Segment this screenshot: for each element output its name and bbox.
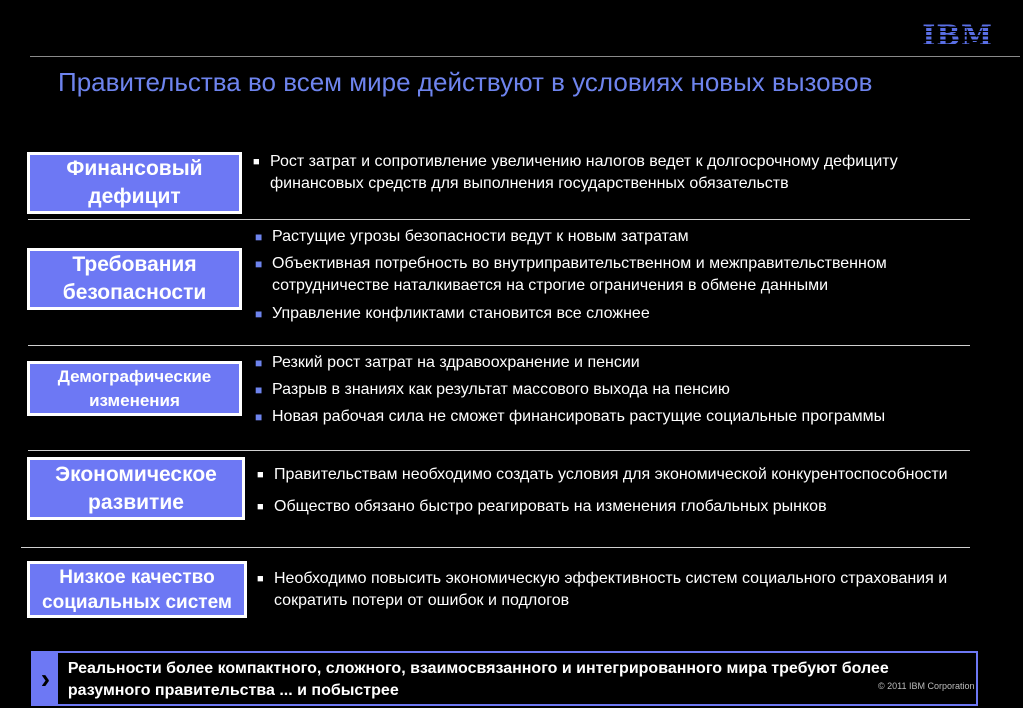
- square-bullet-icon: ■: [253, 156, 260, 168]
- bullet-text: Общество обязано быстро реагировать на изменения глобальных рынков: [274, 498, 827, 515]
- label-line: социальных систем: [42, 591, 232, 613]
- square-bullet-icon: ■: [255, 230, 263, 244]
- label-financial-deficit: [27, 152, 242, 214]
- square-bullet-icon: ■: [257, 501, 264, 513]
- square-bullet-icon: ■: [255, 257, 263, 271]
- list-item: [254, 303, 984, 325]
- header-divider: [30, 56, 1020, 57]
- row-divider: [28, 450, 970, 451]
- bullet-text: Необходимо повысить экономическую эффективность систем социального страхования и сократить потери от ошибок и подлогов: [274, 570, 948, 609]
- label-economic-development: [27, 457, 245, 520]
- label-line: Низкое качество: [59, 566, 215, 588]
- label-line: безопасности: [62, 281, 207, 304]
- list-item: [254, 406, 994, 428]
- list-item: [256, 568, 956, 612]
- bullet-text: Объективная потребность во внутриправительственном и межправительственном сотрудничестве наталкивается на строгие ограничения в обмене данными: [272, 255, 887, 294]
- label-line: Требования: [72, 253, 197, 276]
- row-divider: [28, 219, 970, 220]
- list-item: [254, 352, 994, 374]
- bullets-demographic-changes: [254, 352, 994, 428]
- bullet-text: Новая рабочая сила не сможет финансировать растущие социальные программы: [272, 408, 886, 425]
- bullet-text: Разрыв в знаниях как результат массового выхода на пенсию: [272, 381, 730, 398]
- list-item: [254, 226, 984, 248]
- label-low-quality-social-systems: [27, 561, 247, 618]
- label-demographic-changes: [27, 361, 242, 416]
- square-bullet-icon: ■: [255, 307, 263, 321]
- label-line: Финансовый: [66, 157, 203, 180]
- slide-title: Правительства во всем мире действуют в условиях новых вызовов: [58, 67, 873, 97]
- copyright: © 2011 IBM Corporation: [878, 681, 975, 691]
- label-line: Демографические: [57, 366, 212, 386]
- list-item: [252, 151, 982, 195]
- label-line: развитие: [88, 490, 184, 514]
- bullets-financial-deficit: [252, 151, 982, 195]
- label-line: изменения: [89, 390, 180, 410]
- square-bullet-icon: ■: [255, 356, 263, 370]
- bullet-text: Растущие угрозы безопасности ведут к новым затратам: [272, 228, 689, 245]
- bullet-text: Правительствам необходимо создать условия для экономической конкурентоспособности: [274, 466, 948, 483]
- conclusion-text: Реальности более компактного, сложного, взаимосвязанного и интегрированного мира требуют более разумного правительства ... и побыстрее: [67, 660, 889, 699]
- label-line: дефицит: [88, 185, 181, 208]
- list-item: [254, 379, 994, 401]
- ibm-logo: IBM: [922, 19, 993, 52]
- square-bullet-icon: ■: [257, 469, 264, 481]
- bullets-economic-development: [256, 464, 956, 518]
- square-bullet-icon: ■: [255, 383, 263, 397]
- list-item: [254, 253, 984, 297]
- chevron-right-icon: ›: [33, 653, 58, 704]
- label-line: Экономическое: [55, 462, 217, 486]
- bullets-low-quality-social-systems: [256, 568, 956, 612]
- bullet-text: Рост затрат и сопротивление увеличению налогов ведет к долгосрочному дефициту финансовых средств для выполнения государственных обязательств: [270, 153, 898, 192]
- row-divider: [28, 345, 970, 346]
- bullet-text: Резкий рост затрат на здравоохранение и пенсии: [272, 354, 640, 371]
- bullets-security-requirements: [254, 226, 984, 325]
- conclusion-box: [31, 651, 978, 706]
- bullet-text: Управление конфликтами становится все сложнее: [272, 305, 650, 322]
- list-item: [256, 464, 956, 486]
- square-bullet-icon: ■: [257, 573, 264, 585]
- square-bullet-icon: ■: [255, 410, 263, 424]
- label-security-requirements: [27, 248, 242, 310]
- row-divider: [21, 547, 970, 548]
- list-item: [256, 496, 956, 518]
